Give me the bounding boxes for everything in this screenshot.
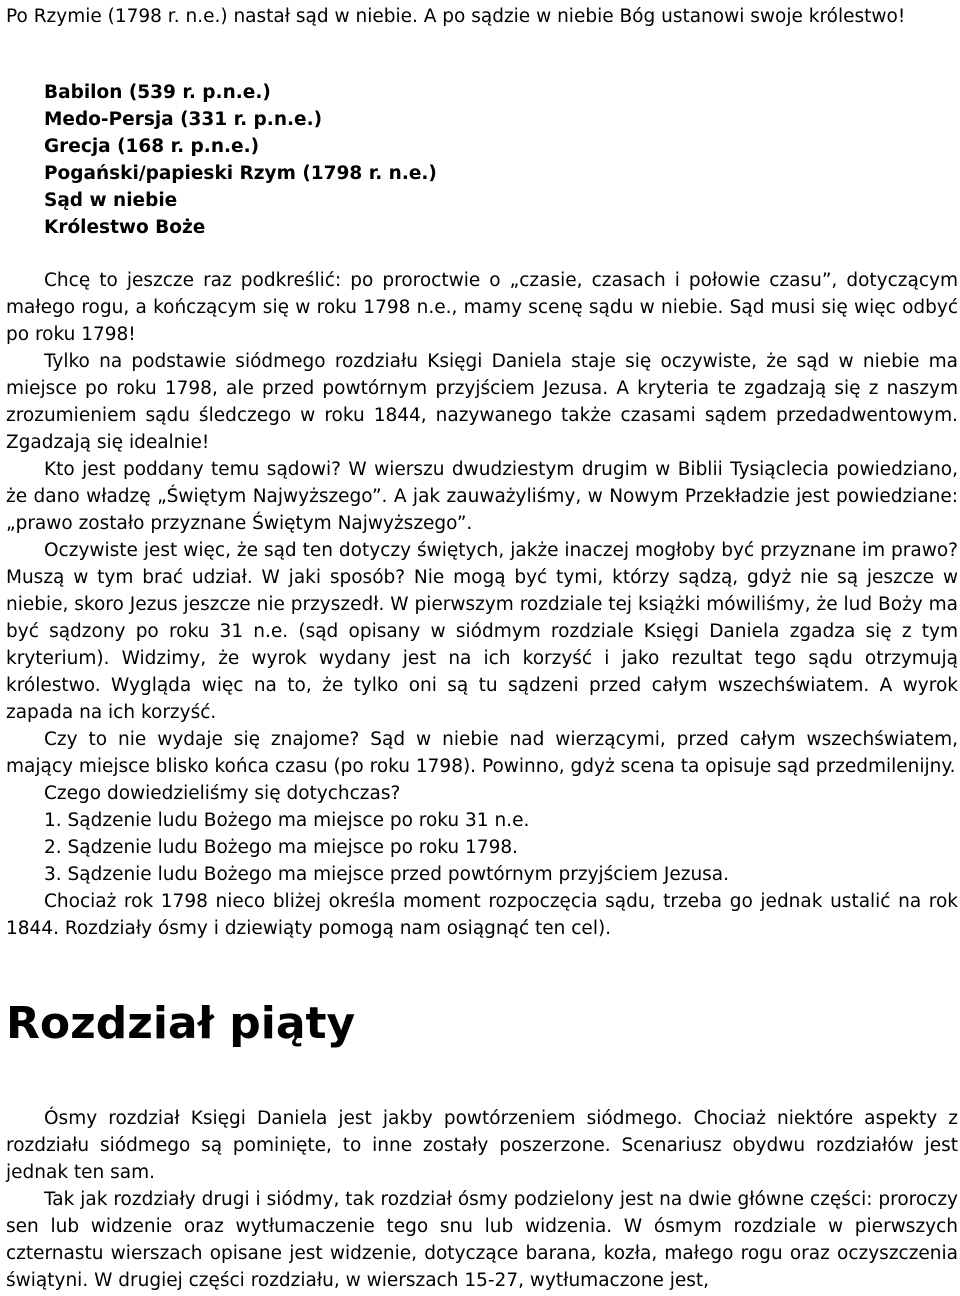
conclusion-item: 2. Sądzenie ludu Bożego ma miejsce po roku 1798. xyxy=(44,837,518,858)
sequence-item: Babilon (539 r. p.n.e.) xyxy=(44,82,271,103)
body-block xyxy=(6,267,958,942)
sequence-item: Pogański/papieski Rzym (1798 r. n.e.) xyxy=(44,163,437,184)
body-paragraph: Czego dowiedzieliśmy się dotychczas? xyxy=(44,783,401,804)
chapter-paragraph: Ósmy rozdział Księgi Daniela jest jakby powtórzeniem siódmego. Chociaż niektóre aspekty z rozdziału siódmego są pominięte, to inne zostały poszerzone. Scenariusz obydwu rozdziałów jest jednak ten sam. xyxy=(6,1108,958,1183)
kingdom-sequence-list xyxy=(6,79,958,241)
conclusion-item: 3. Sądzenie ludu Bożego ma miejsce przed powtórnym przyjściem Jezusa. xyxy=(44,864,730,885)
body-paragraph: Tylko na podstawie siódmego rozdziału Księgi Daniela staje się oczywiste, że sąd w niebie ma miejsce po roku 1798, ale przed powtórnym przyjściem Jezusa. A kryteria te zgadzają się z naszym zrozumieniem sądu śledczego w roku 1844, nazywanego także czasami sądem przedadwentowym. Zgadzają się idealnie! xyxy=(6,351,958,453)
chapter-body-block xyxy=(6,1105,958,1294)
closing-paragraph: Chociaż rok 1798 nieco bliżej określa moment rozpoczęcia sądu, trzeba go jednak ustalić na rok 1844. Rozdziały ósmy i dziewiąty pomogą nam osiągnąć ten cel). xyxy=(6,891,958,939)
sequence-item: Królestwo Boże xyxy=(44,217,206,238)
chapter-paragraph: Tak jak rozdziały drugi i siódmy, tak rozdział ósmy podzielony jest na dwie główne części: proroczy sen lub widzenie oraz wytłumaczenie tego snu lub widzenia. W ósmym rozdziale w pierwszych czternastu wierszach opisane jest widzenie, dotyczące barana, kozła, małego rogu oraz oczyszczenia świątyni. W drugiej części rozdziału, w wierszach 15-27, wytłumaczone jest, xyxy=(6,1189,958,1291)
sequence-item: Medo-Persja (331 r. p.n.e.) xyxy=(44,109,323,130)
body-paragraph: Czy to nie wydaje się znajome? Sąd w niebie nad wierzącymi, przed całym wszechświatem, mający miejsce blisko końca czasu (po roku 1798). Powinno, gdyż scena ta opisuje sąd przedmilenijny. xyxy=(6,729,958,777)
body-paragraph: Kto jest poddany temu sądowi? W wierszu dwudziestym drugim w Biblii Tysiąclecia powiedziano, że dano władzę „Świętym Najwyższego”. A jak zauważyliśmy, w Nowym Przekładzie jest powiedziane: „prawo zostało przyznane Świętym Najwyższego”. xyxy=(6,459,958,534)
intro-block xyxy=(6,3,958,30)
sequence-block xyxy=(6,79,958,241)
sequence-item: Grecja (168 r. p.n.e.) xyxy=(44,136,260,157)
body-paragraph: Oczywiste jest więc, że sąd ten dotyczy świętych, jakże inaczej mogłoby być przyznane im prawo? Muszą w tym brać udział. W jaki sposób? Nie mogą być tymi, którzy sądzą, gdyż nie są jeszcze w niebie, skoro Jezus jeszcze nie przyszedł. W pierwszym rozdziale tej książki mówiliśmy, że lud Boży ma być sądzony po roku 31 n.e. (sąd opisany w siódmym rozdziale Księgi Daniela zgadza się z tym kryterium). Widzimy, że wyrok wydany jest na ich korzyść i jako rezultat tego sądu otrzymują królestwo. Wygląda więc na to, że tylko oni są tu sądzeni przed całym wszechświatem. A wyrok zapada na ich korzyść. xyxy=(6,540,958,723)
conclusion-item: 1. Sądzenie ludu Bożego ma miejsce po roku 31 n.e. xyxy=(44,810,530,831)
sequence-item: Sąd w niebie xyxy=(44,190,178,211)
intro-paragraph: Po Rzymie (1798 r. n.e.) nastał sąd w niebie. A po sądzie w niebie Bóg ustanowi swoje królestwo! xyxy=(6,6,906,27)
conclusions-list xyxy=(6,807,958,888)
body-paragraph: Chcę to jeszcze raz podkreślić: po proroctwie o „czasie, czasach i połowie czasu”, dotyczącym małego rogu, a kończącym się w roku 1798 n.e., mamy scenę sądu w niebie. Sąd musi się więc odbyć po roku 1798! xyxy=(6,270,958,345)
chapter-heading: Rozdział piąty xyxy=(6,998,356,1049)
